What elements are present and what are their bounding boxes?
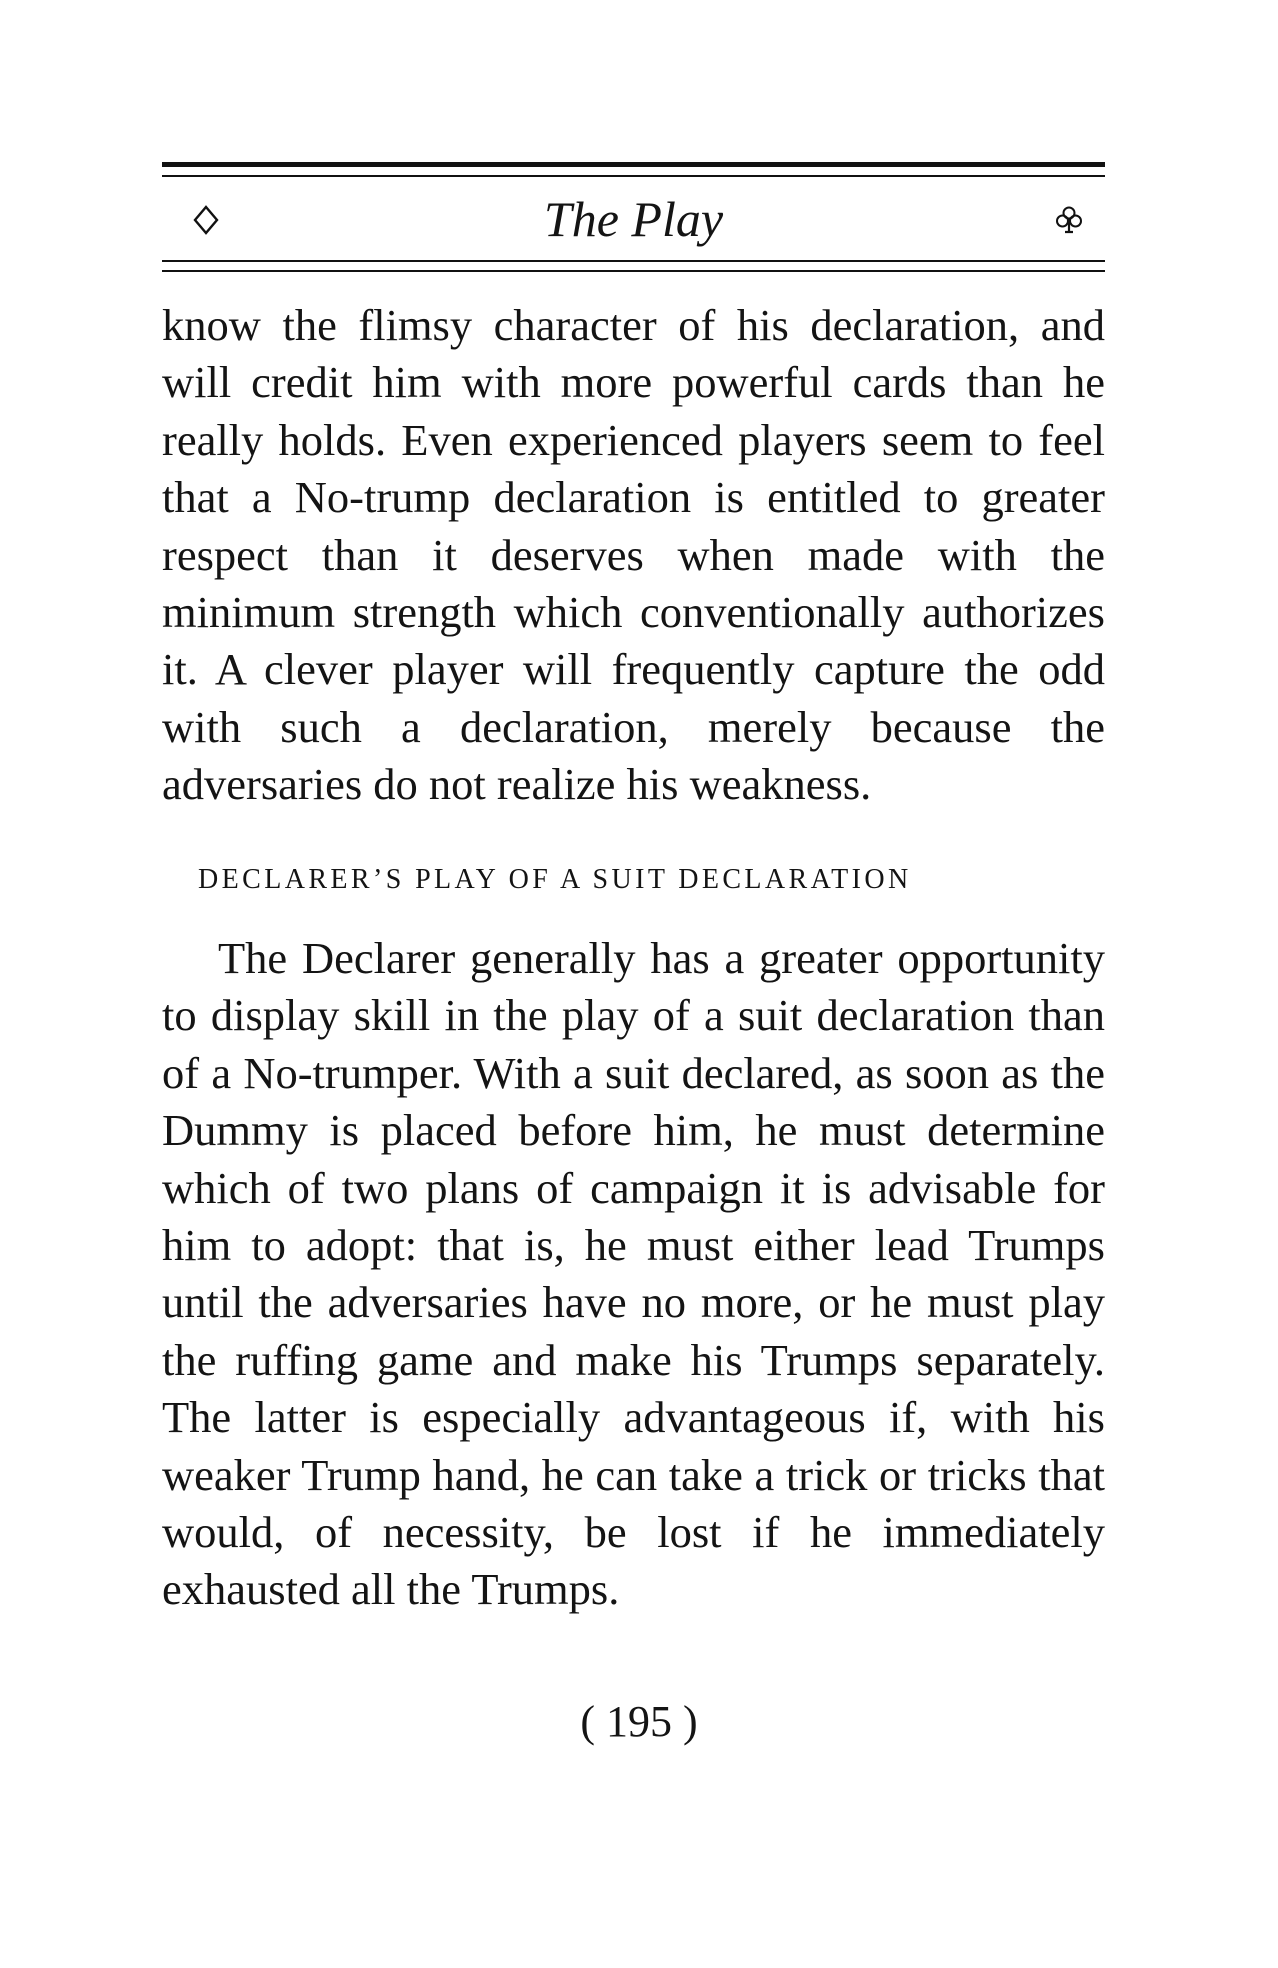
section-heading: DECLARER’S PLAY OF A SUIT DECLARATION	[198, 864, 912, 895]
header-rule-bottom-1	[162, 260, 1105, 262]
page-number: ( 195 )	[580, 1697, 698, 1746]
body-paragraph-1: know the flimsy character of his declaration, and will credit him with more powerful cards than he really holds. Even experienced players seem to feel that a No-trump declaration is entitled to greater respect than it deserves when made with the minimum strength which conventionally authorizes it. A clever player will frequently capture the odd with such a declaration, merely because the adversaries do not realize his weakness.	[162, 300, 1105, 810]
header-rule-top-thin	[162, 175, 1105, 177]
header-rule-bottom-2	[162, 270, 1105, 272]
running-header	[162, 183, 1105, 255]
club-icon	[1055, 205, 1083, 235]
running-header-title: The Play	[543, 191, 724, 247]
body-paragraph-2: The Declarer generally has a greater opportunity to display skill in the play of a suit declaration than of a No-trumper. With a suit declared, as soon as the Dummy is placed before him, he must determine which of two plans of campaign it is advisable for him to adopt: that is, he must either lead Trumps until the adversaries have no more, or he must play the ruffing game and make his Trumps separately. The latter is especially advantageous if, with his weaker Trump hand, he can take a trick or tricks that would, of necessity, be lost if he immediately exhausted all the Trumps.	[162, 933, 1105, 1615]
header-rule-top-thick	[162, 162, 1105, 167]
